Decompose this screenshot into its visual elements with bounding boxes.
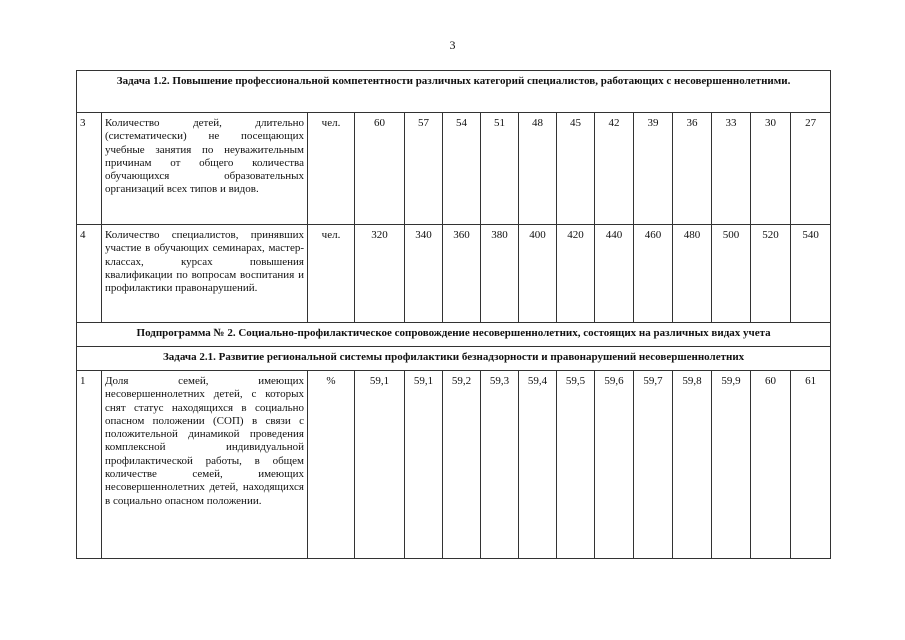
indicators-table	[76, 70, 831, 559]
table-row	[77, 225, 831, 323]
value-cell: 54	[443, 113, 481, 225]
value-cell: 59,8	[673, 371, 712, 559]
indicator-description: Количество детей, длительно (систематически) не посещающих учебные занятия по неуважительным причинам от общего количества обучающихся образовательных организаций всех типов и видов.	[102, 113, 308, 225]
value-cell: 59,6	[595, 371, 634, 559]
value-cell: 380	[481, 225, 519, 323]
task-2-1-heading: Задача 2.1. Развитие региональной системы профилактики безнадзорности и правонарушений несовершеннолетних	[77, 347, 831, 371]
value-cell: 420	[557, 225, 595, 323]
value-cell: 360	[443, 225, 481, 323]
value-cell: 51	[481, 113, 519, 225]
value-cell: 61	[791, 371, 831, 559]
value-cell: 57	[405, 113, 443, 225]
value-cell: 60	[355, 113, 405, 225]
value-cell: 39	[634, 113, 673, 225]
value-cell: 59,1	[405, 371, 443, 559]
value-cell: 540	[791, 225, 831, 323]
value-cell: 59,5	[557, 371, 595, 559]
value-cell: 400	[519, 225, 557, 323]
value-cell: 59,2	[443, 371, 481, 559]
value-cell: 440	[595, 225, 634, 323]
row-number: 3	[77, 113, 102, 225]
value-cell: 59,3	[481, 371, 519, 559]
value-cell: 48	[519, 113, 557, 225]
unit-cell: %	[308, 371, 355, 559]
task-2-1-heading-row	[77, 347, 831, 371]
task-1-2-heading-row	[77, 71, 831, 113]
indicator-description: Количество специалистов, принявших участие в обучающих семинарах, мастер-классах, курсах повышения квалификации по вопросам воспитания и профилактики правонарушений.	[102, 225, 308, 323]
subprogram-2-heading-row	[77, 323, 831, 347]
value-cell: 460	[634, 225, 673, 323]
value-cell: 59,9	[712, 371, 751, 559]
row-number: 4	[77, 225, 102, 323]
value-cell: 42	[595, 113, 634, 225]
value-cell: 36	[673, 113, 712, 225]
value-cell: 340	[405, 225, 443, 323]
value-cell: 520	[751, 225, 791, 323]
value-cell: 33	[712, 113, 751, 225]
value-cell: 30	[751, 113, 791, 225]
value-cell: 59,1	[355, 371, 405, 559]
subprogram-2-heading: Подпрограмма № 2. Социально-профилактическое сопровождение несовершеннолетних, состоящих на различных видах учета	[77, 323, 831, 347]
value-cell: 27	[791, 113, 831, 225]
unit-cell: чел.	[308, 225, 355, 323]
unit-cell: чел.	[308, 113, 355, 225]
page-number: 3	[449, 38, 456, 52]
task-1-2-heading: Задача 1.2. Повышение профессиональной компетентности различных категорий специалистов, работающих с несовершеннолетними.	[77, 71, 831, 113]
value-cell: 500	[712, 225, 751, 323]
table-row	[77, 113, 831, 225]
value-cell: 480	[673, 225, 712, 323]
value-cell: 59,7	[634, 371, 673, 559]
value-cell: 59,4	[519, 371, 557, 559]
value-cell: 320	[355, 225, 405, 323]
table-row	[77, 371, 831, 559]
indicator-description: Доля семей, имеющих несовершеннолетних детей, с которых снят статус находящихся в социально опасном положении (СОП) в связи с положительной динамикой проведения комплексной индивидуальной профилактической работы, в общем количестве семей, имеющих несовершеннолетних детей, находящихся в социально опасном положении.	[102, 371, 308, 559]
row-number: 1	[77, 371, 102, 559]
value-cell: 60	[751, 371, 791, 559]
value-cell: 45	[557, 113, 595, 225]
